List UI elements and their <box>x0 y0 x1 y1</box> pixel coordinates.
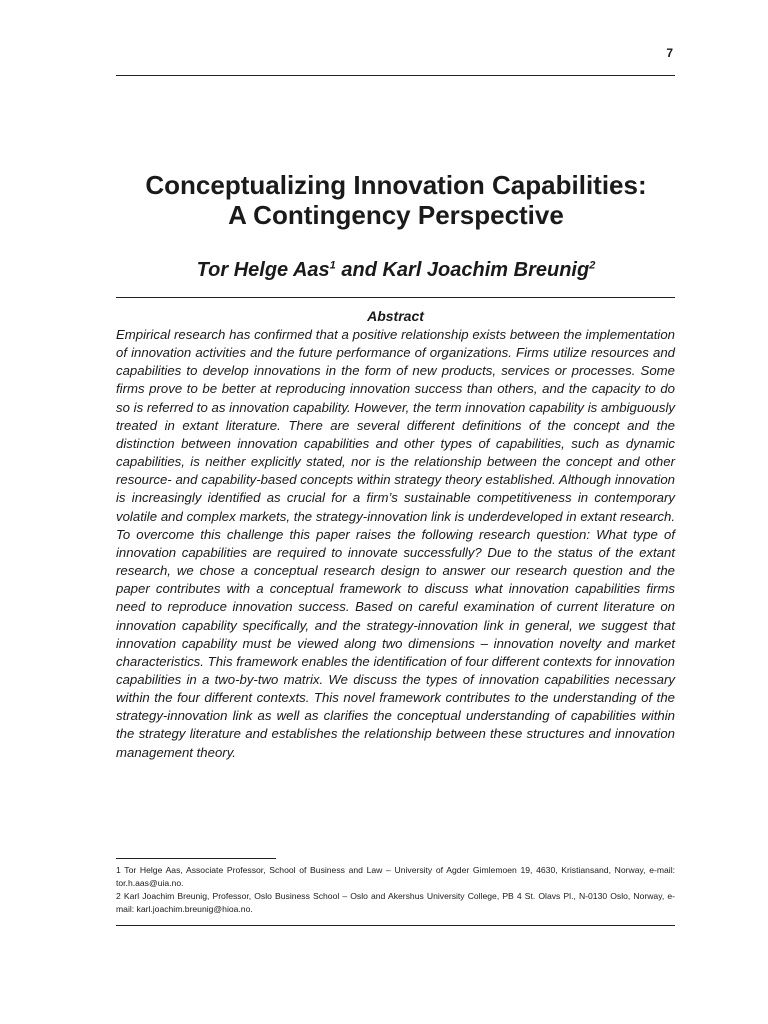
title-line-2: A Contingency Perspective <box>228 200 564 230</box>
footnotes <box>116 864 675 916</box>
header-rule <box>116 75 675 76</box>
author-2-footnote-mark: 2 <box>589 259 596 272</box>
page-number: 7 <box>666 46 673 60</box>
author-1: Tor Helge Aas <box>196 259 330 281</box>
abstract-body: Empirical research has confirmed that a positive relationship exists between the implementation of innovation activities and the future performance of organizations. Firms utilize resources and capabilities to develop innovations in the form of new products, services or processes. Some firms prove to be better at reproducing innovation success than others, and the capacity to do so is referred to as innovation capability. However, the term innovation capability is ambiguously treated in extant literature. There are several different definitions of the concept and the distinction between innovation capabilities and other types of capabilities, such as dynamic capabilities, is neither explicitly stated, nor is the relationship between the concept and other resource- and capability-based concepts within strategy theory established. Although innovation is increasingly identified as crucial for a firm’s sustainable competitiveness in contemporary volatile and complex markets, the strategy-innovation link is underdeveloped in extant research. To overcome this challenge this paper raises the following research question: What type of innovation capabilities are required to innovate successfully? Due to the status of the extant research, we chose a conceptual research design to answer our research question and the paper contributes with a conceptual framework to discuss what innovation capabilities firms need to reproduce innovation success. Based on careful examination of current literature on innovation capability specifically, and the strategy-innovation link in general, we suggest that innovation capability must be viewed along two dimensions – innovation novelty and market characteristics. This framework enables the identification of four different contexts for innovation capabilities in a two-by-two matrix. We discuss the types of innovation capabilities necessary within the four different contexts. This novel framework contributes to the understanding of the strategy-innovation link as well as clarifies the conceptual understanding of capabilities within the strategy literature and establishes the relationship between these structures and innovation management theory. <box>116 327 675 760</box>
author-1-footnote-mark: 1 <box>329 259 336 272</box>
footer-rule <box>116 925 675 926</box>
author-connector: and <box>335 259 383 281</box>
title-line-1: Conceptualizing Innovation Capabilities: <box>145 170 647 200</box>
abstract-heading: Abstract <box>367 308 424 324</box>
author-2: Karl Joachim Breunig <box>382 259 590 281</box>
author-line <box>96 259 696 282</box>
footnote-1: 1 Tor Helge Aas, Associate Professor, School of Business and Law – University of Agder Gimlemoen 19, 4630, Kristiansand, Norway, e-mail: tor.h.aas@uia.no. <box>116 865 675 888</box>
abstract-rule <box>116 297 675 298</box>
footnote-rule <box>116 858 276 859</box>
paper-title <box>96 170 696 230</box>
footnote-2: 2 Karl Joachim Breunig, Professor, Oslo Business School – Oslo and Akershus University College, PB 4 St. Olavs Pl., N-0130 Oslo, Norway, e-mail: karl.joachim.breunig@hioa.no. <box>116 891 675 914</box>
